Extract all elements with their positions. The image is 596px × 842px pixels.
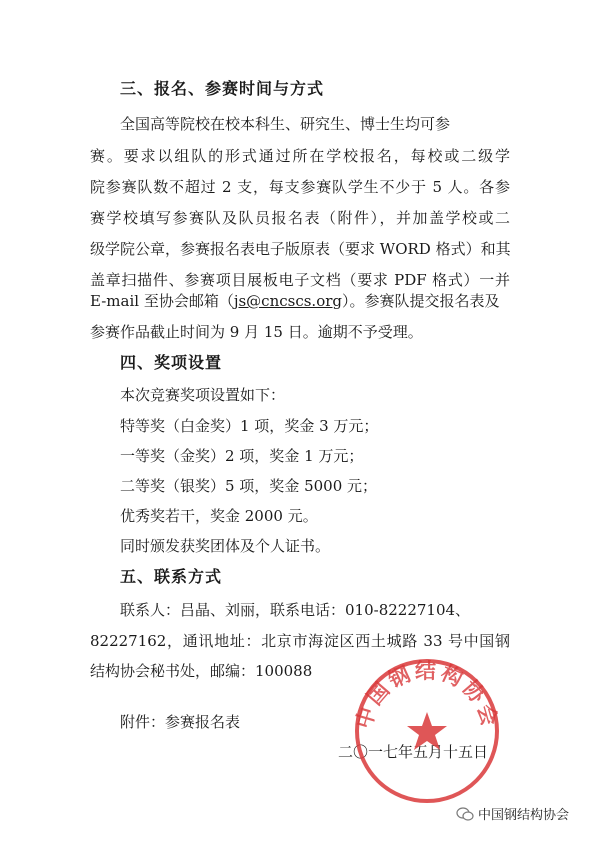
- award-line: 本次竞赛奖项设置如下：: [120, 386, 286, 404]
- section-3-heading: 三、报名、参赛时间与方式: [120, 79, 325, 98]
- section-3-line: 赛。要求以组队的形式通过所在学校报名，每校或二级学: [90, 147, 510, 165]
- section-3-line: 参赛作品截止时间为 9 月 15 日。逾期不予受理。: [90, 323, 423, 341]
- email-link[interactable]: js@cncscs.org: [233, 292, 343, 310]
- section-3-line: 全国高等院校在校本科生、研究生、博士生均可参: [120, 115, 451, 133]
- contact-line: 82227162，通讯地址：北京市海淀区西土城路 33 号中国钢: [90, 632, 510, 650]
- section-3-line: 院参赛队数不超过 2 支，每支参赛队学生不少于 5 人。各参: [90, 178, 510, 196]
- attachment-note: 附件：参赛报名表: [120, 713, 241, 731]
- document-date: 二〇一七年五月十五日: [338, 743, 489, 761]
- contact-line: 结构协会秘书处，邮编：100088: [90, 662, 313, 680]
- award-line: 特等奖（白金奖）1 项，奖金 3 万元；: [120, 417, 379, 435]
- wechat-icon: [456, 807, 474, 821]
- award-line: 优秀奖若干，奖金 2000 元。: [120, 507, 318, 525]
- award-line: 同时颁发获奖团体及个人证书。: [120, 537, 331, 555]
- section-4-heading: 四、奖项设置: [120, 353, 223, 372]
- contact-line: 联系人：吕晶、刘丽，联系电话：010-82227104、: [120, 601, 471, 619]
- section-3-line: 赛学校填写参赛队及队员报名表（附件），并加盖学校或二: [90, 209, 510, 227]
- wechat-footer: [456, 804, 569, 823]
- email-suffix: ）。参赛队提交报名表及: [342, 292, 500, 310]
- section-5-heading: 五、联系方式: [120, 567, 223, 586]
- award-line: 一等奖（金奖）2 项，奖金 1 万元；: [120, 447, 364, 465]
- section-3-email-line: [90, 291, 500, 311]
- official-seal: [352, 656, 502, 806]
- svg-text:中国钢结构协会: 中国钢结构协会: [352, 658, 502, 732]
- section-3-line: 盖章扫描件、参赛项目展板电子文档（要求 PDF 格式）一并: [90, 271, 510, 289]
- email-prefix: E-mail 至协会邮箱（: [90, 292, 234, 310]
- award-line: 二等奖（银奖）5 项，奖金 5000 元；: [120, 477, 378, 495]
- wechat-account-name: 中国钢结构协会: [478, 808, 570, 823]
- section-3-line: 级学院公章，参赛报名表电子版原表（要求 WORD 格式）和其: [90, 240, 511, 258]
